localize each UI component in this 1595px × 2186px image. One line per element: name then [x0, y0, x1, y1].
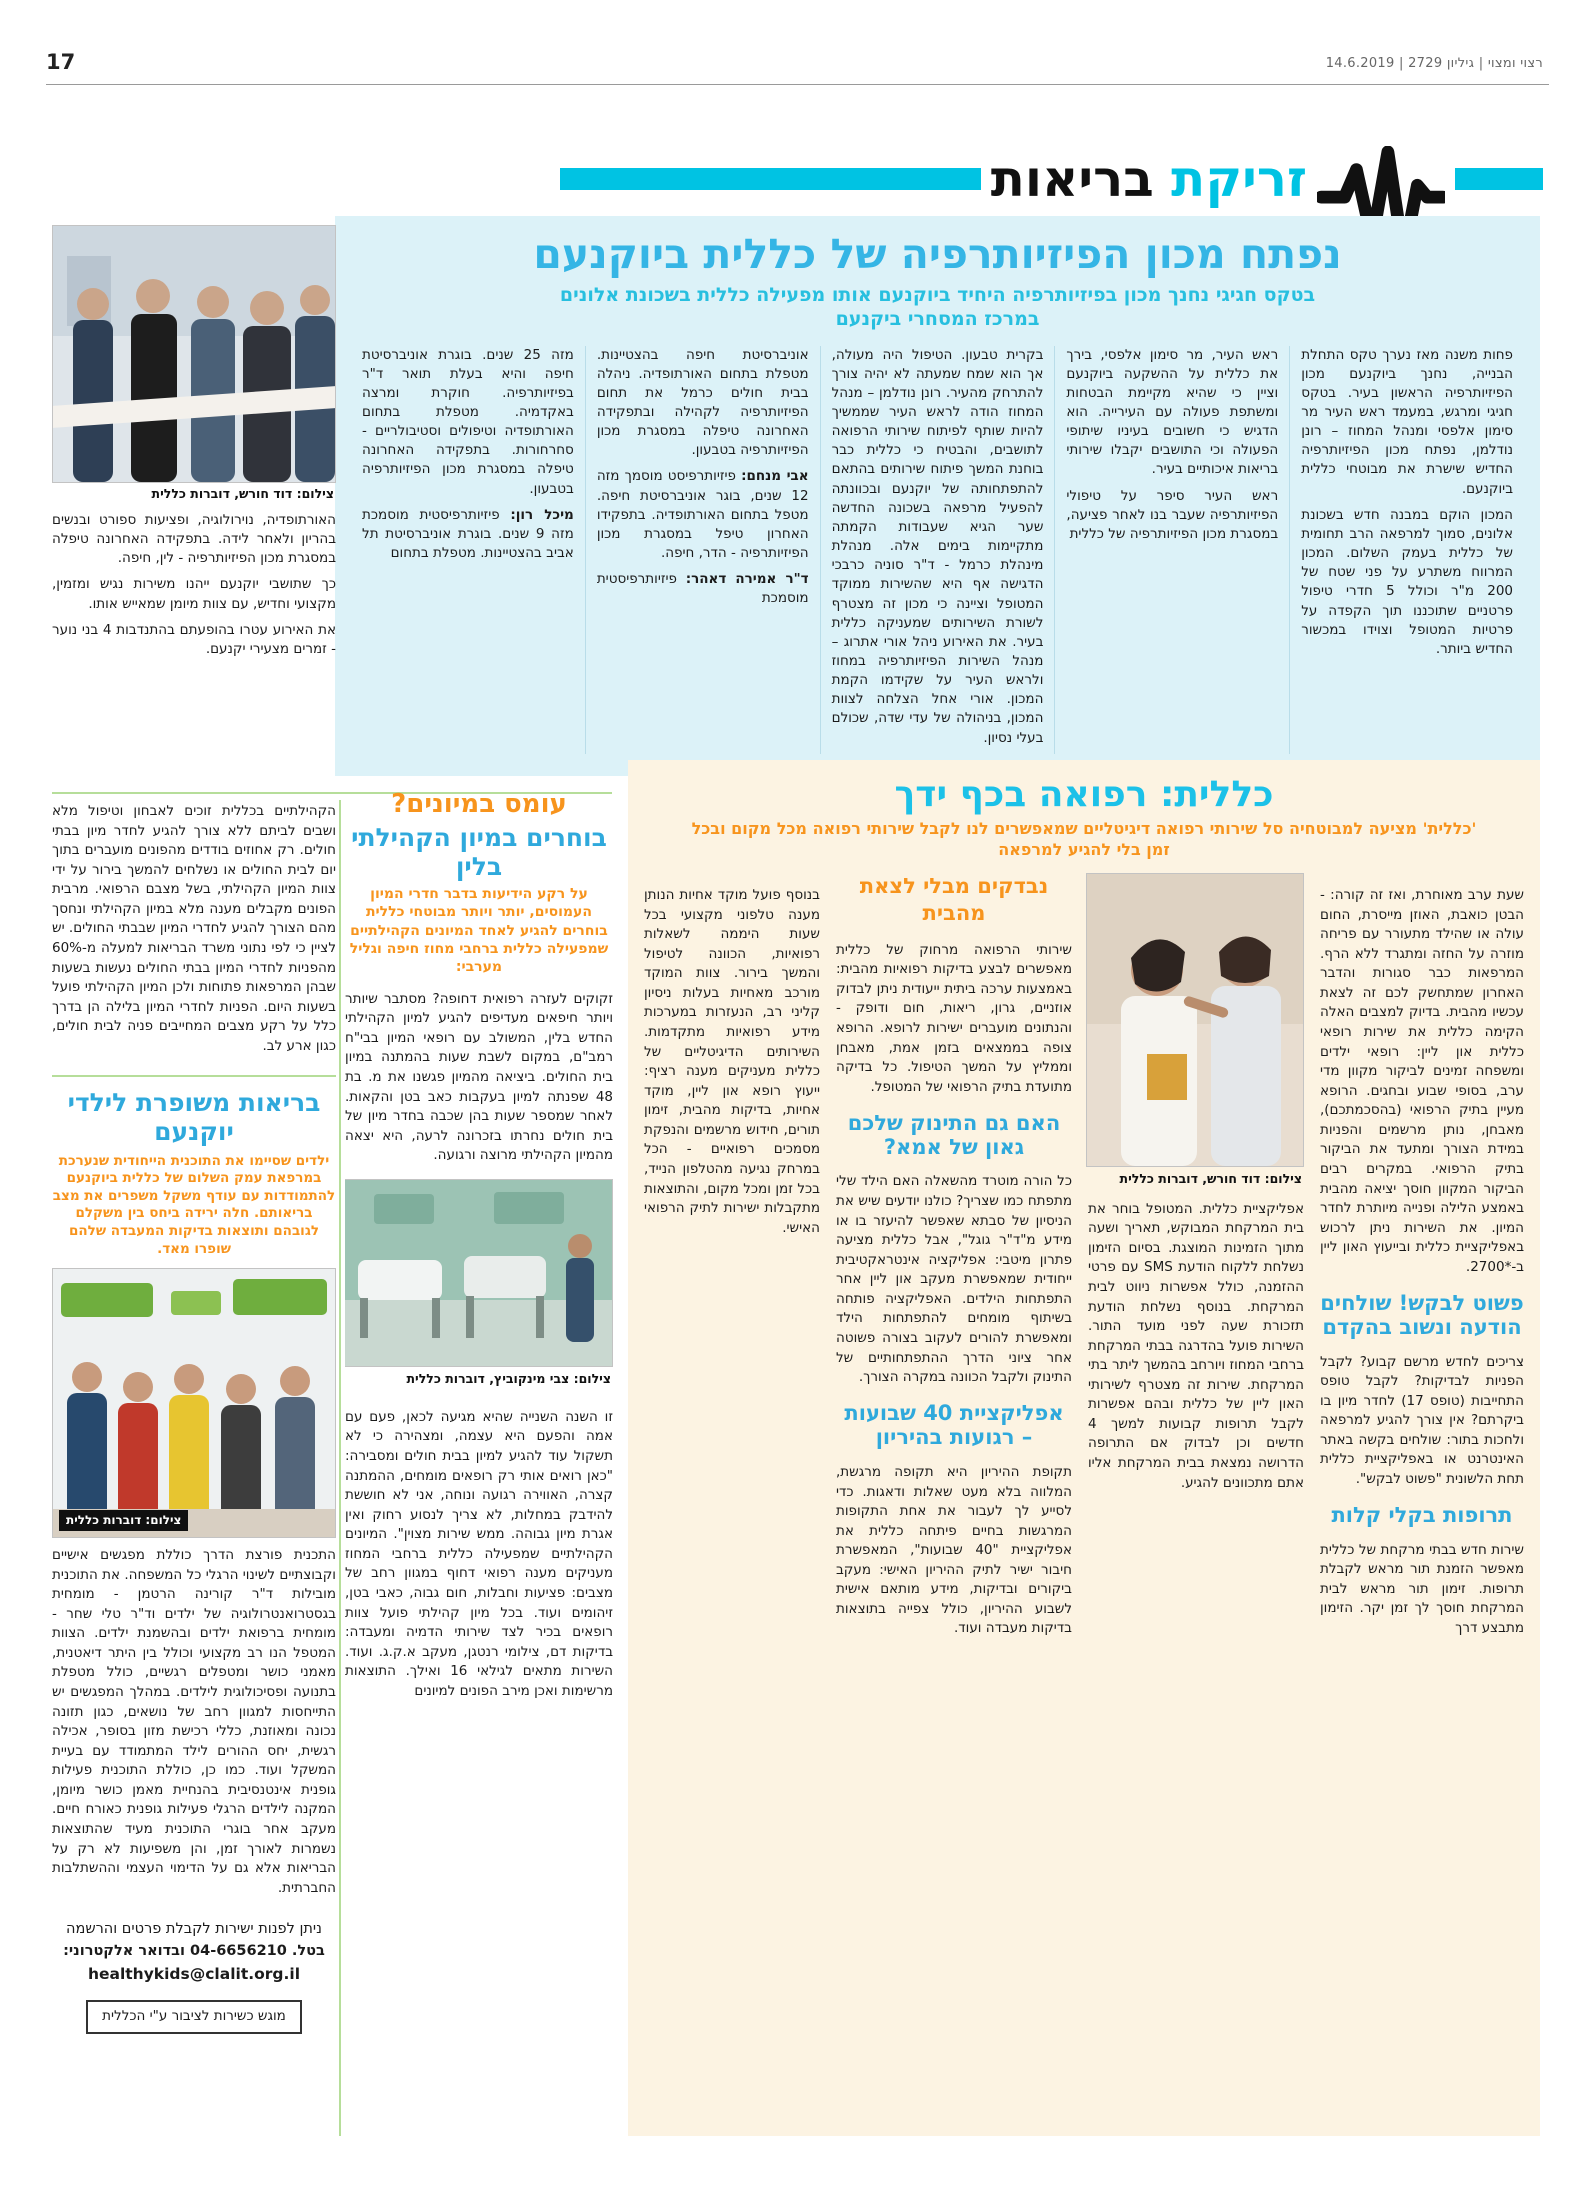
photo-column-body: אפליקציית כללית. המטופל בוחר את בית המרקחת המבוקש, תאריך ושעה מתוך הזמינות המוצגת. בסיום הזימון נשלחת ללקוח הודעת SMS עם פרטי ההזמנה, כולל אפשרות ניווט לבית המרקחת. בנוסף נשלחת הודעת תזכורת שעה לפני מועד התור. השירות פועל בהדרגה בבתי המרקחת ברחבי המחוז ויורחב בהמשך ליתר בתי המרקחת. שירות זה מצטרף לשירותי האון ליין של כללית ובהם אפשרות לקבל תרופות קבועות למשך 4 חדשים וכן לבדוק אם התרופה הדרושה נמצאת בבית המרקחת אליו אתם מתכוונים להגיע.: [1088, 1200, 1304, 1491]
banner-bar-right: [1455, 168, 1543, 190]
kids-section-heading: בריאות משופרת לילדי יוקנעם: [67, 1088, 321, 1147]
lead-headline: נפתח מכון הפיזיותרפיה של כללית ביוקנעם: [533, 230, 1342, 278]
home-services-column: [836, 873, 1072, 2098]
digital-box-columns: [644, 873, 1524, 2098]
doctor-exam-photo: [1086, 873, 1304, 1167]
section-title-accent: זריקת: [1171, 150, 1307, 208]
lead-photo-column: [52, 225, 336, 787]
baby-app-body: כל הורה מוטרד מהשאלה האם הילד שלי מתפתח כמו שצריך? כולנו יודעים שיש את הניסיון של סבתא שאפשר להיעזר בו או מידע מ"ד"ר גוגל", אבל כללית מציעה פתרון מיטבי: אפליקציה אינטראקטיבית ייחודית שמאפשרת מעקב און ליין אחר התפתחות הילדים. האפליקציה פותחה בשיתוף מומחים להתפתחות הילד ומאפשרת להורים לעקוב בצורה פשוטה אחר ציוני הדרך ההתפתחותיים של התינוק ולקבל הכוונה במקרה הצורך.: [836, 1173, 1072, 1386]
public-service-box: מוגש כשירות לציבור ע"י הכללית: [86, 2000, 302, 2034]
contact-line-2: בטל. 04-6656210 ובדואר אלקטרוני:: [63, 1942, 325, 1959]
online-doctors-column: [1320, 873, 1524, 2098]
er-body-1: זקוקים לעזרה רפואית דחופה? מסתבר שיותר ויותר חיפאים מעדיפים להגיע למיון הקהילתי החדש בלין, המשולב עם רופאי המיון בבי"ח רמב"ם, במקום לשבת שעות בהמתנה במיון בית החולים. ביציאה מהמיון פגשנו את מ. בת 48 שפנתה למיון בעקבות כאב בטן והקאות. לאחר שמספר שעות בהן שכבה בחדר מיון של בית חולים נחרתו בזכרונה לרעה, היא יצאה מהמיון הקהילתי מרוצה ורגועה.: [345, 990, 613, 1164]
paragraph-text: פיזיותרפיסט מוסמך מזה 12 שנים, בוגר אוניברסיטת חיפה. מטפל בתחום האורתופדיה. בתפקידו האחרון טיפל במסגרת מכון הפיזיותרפיה - הדר, חיפה.: [596, 468, 809, 562]
request-body: צריכים לחדש מרשם קבוע? לקבל הפניות לבדיקות? לקבל טופס התחייבות (טופס 17) לחדר מיון בו ביקרתם? אין צורך להגיע למרפאה ולחכות בתור: שולחים בקשה באתר האינטרנט או באפליקציית כללית תחת הלשונית "פשוט לבקש".: [1320, 1353, 1524, 1487]
ribbon-cutting-photo: [52, 225, 336, 483]
lead-column-6: [52, 511, 336, 659]
er-heading-blue: בוחרים במיון הקהילתי בלין: [351, 822, 607, 881]
baby-app-heading: האם גם התינוק שלכם גאון של אמא?: [847, 1110, 1061, 1159]
pregnancy-app-heading: אפליקציית 40 שבועות – רגועות בהיריון: [844, 1401, 1064, 1450]
photo-caption: צילום: דוברות כללית: [59, 1510, 188, 1531]
lead-column-4: [586, 346, 821, 754]
paragraph-lead: אבי מנחם:: [741, 468, 809, 485]
paragraph-text: פיזיותרפיסטית מוסמכת: [596, 571, 809, 607]
column-divider-vertical: [339, 800, 341, 2136]
er-heading-orange: עומס במיונים?: [391, 789, 567, 819]
section-title: [990, 150, 1307, 208]
medications-heading: תרופות בקלי קלות: [1331, 1503, 1513, 1528]
pregnancy-app-body: תקופת ההיריון היא תקופה מרגשת, המלווה בלא מעט שאלות ודאגות. כדי לסייע לך לעבור את אחת התקופות המרגשות בחיים פיתחה כללית את אפליקציית "40 שבועות", המאפשרת חיבור ישיר לתיק ההיריון האישי: מעקב ביקורים ובדיקות, מידע מותאם אישית לשבוע ההיריון, כולל צפייה בתוצאות בדיקות מעבדה ועוד.: [836, 1463, 1072, 1637]
digital-box-title: כללית: רפואה בכף ידך: [894, 774, 1274, 815]
nurses-hotline-body: בנוסף פועל מוקד אחיות הנותן מענה טלפוני מקצועי בכל שעות היממה לשאלות רפואיות, הכוונה לטיפול והמשך בירור. צוות המוקד מורכב מאחיות בעלות ניסיון קליני רב, הנעזרות במערכות מידע רפואיות מתקדמות. השירותים הדיגיטליים של כללית מעניקים מענה רציף: ייעוץ רופא און ליין, מוקד אחיות, בדיקות מהבית, זימון תורים, חידוש מרשמים והנפקת מסמכים רפואיים - הכל במרחק נגיעה מהטלפון הנייד, בכל זמן ומכל מקום, והתוצאות מתקבלות ישירות לתיק הרפואי האישי.: [644, 887, 820, 1236]
page-number: 17: [46, 50, 76, 74]
paragraph-text: את האירוע עטרו בהופעתם בהתנדבות 4 בני נוער - זמרים מצעירי יקנעם.: [52, 621, 336, 657]
photo-column: [1088, 873, 1304, 2098]
contact-email: healthykids@clalit.org.il: [87, 1964, 301, 1983]
lead-article: [335, 216, 1540, 776]
photo-caption: צילום: צבי מינקוביץ, דוברות כללית: [406, 1371, 611, 1387]
lead-column-5: [351, 346, 586, 754]
section-title-main: בריאות: [990, 150, 1154, 208]
home-tests-body: שירותי הרפואה מרחוק של כללית מאפשרים לבצע בדיקות רפואיות מהבית: באמצעות ערכה ביתית ייעודית ניתן לבדוק אוזניים, גרון, ריאות, חום ודופק - והנתונים מועברים ישירות לרופא. הרופא צופה בממצאים בזמן אמת, מאבחן וממליץ על המשך הטיפול. כל בדיקה מתועדת בתיק הרפואי של המטופל.: [836, 941, 1072, 1095]
digital-box-subhead: 'כללית' מציעה למבוטחיה סל שירותי רפואה דיגיטליים שמאפשרים לנו לקבל שירותי רפואה מכל מקום ובכל זמן בלי להגיע למרפאה: [691, 819, 1477, 859]
paragraph-text: פיזיותרפיסטית מוסמכת מזה 9 שנים. בוגרת אוניברסיטת תל אביב בהצטיינות. מטפלת בתחום: [362, 506, 574, 562]
photo-caption: צילום: דוד חורש, דוברות כללית: [151, 486, 334, 501]
paragraph-text: האורתופדיה, נוירולוגיה, ופציעות ספורט ובנשים בהריון ולאחר לידה. בתפקידה האחרונה טיפלה במסגרת מכון הפיזיותרפיה - לין, חיפה.: [52, 512, 336, 567]
left-rail: [52, 802, 336, 2138]
paragraph-text: המכון הוקם במבנה חדש בשכונת אלונים, סמוך למרפאה הרב תחומית של כללית בעמק השלום. המכון המרווח משתרע על פני שטח של 200 מ"ר וכולל 5 חדרי טיפול פרטניים שתוכננו תוך הקפדה על פרטיות המטופל וצוידו במכשור החדיש ביותר.: [1301, 506, 1514, 657]
lead-article-columns: [335, 342, 1540, 754]
lead-column-2: [1055, 346, 1290, 754]
header-divider: [46, 84, 1549, 85]
paragraph-text: כך שתושבי יוקנעם ייהנו משירות נגיש ומזמין, מקצועי וחדיש, עם צוות מיומן שמאייש אותו.: [52, 576, 336, 612]
lead-subhead: בטקס חגיגי נחנך מכון בפיזיותרפיה היחיד ביוקנעם אותו מפעילה כללית בשכונת אלונים במרכז המסחרי ביקנעם: [559, 284, 1316, 330]
online-doctors-body: שעת ערב מאוחרת, ואז זה קורה: - הבטן כואבת, האוזן מייסרת, החום עולה או שהילד מתעורר עם פריחה מוזרה על החזה ומתגרד ללא הרף. המרפאות כבר סגורות והדבר האחרון שמתחשק לכם זה לצאת עכשיו מהבית. בדיוק למצבים האלה הקימה כללית את שירות רופאי כללית און ליין: רופאי ילדים ומשפחה זמינים לביקור מקוון מדי ערב, בסופי שבוע ובחגים. הרופא מעיין בתיק הרפואי (בהסכמתכם), מאבחן, נותן מרשמים והפניות במידת הצורך ומתעד את הביקור בתיק הרפואי. במקרים רבים הביקור המקוון חוסך יציאה מהבית באמצע הלילה ופנייה מיותרת לחדר המיון. את השירות ניתן לרכוש באפליקציית כללית ובייעוץ האון ליין ב-*2700.: [1320, 887, 1524, 1275]
paragraph-text: ראש העיר סיפר על טיפולי הפיזיותרפיה שעבר בנו לאחר פציעה, במסגרת מכון הפיזיותרפיה של כללית: [1066, 487, 1279, 542]
home-tests-heading: נבדקים מבלי לצאת מהבית: [859, 873, 1049, 925]
clinic-group-photo: [52, 1268, 336, 1538]
masthead-line: רצוי ומצוי | גיליון 2729 | 14.6.2019: [1325, 56, 1543, 71]
paragraph-text: מזה 25 שנים. בוגרת אוניברסיטת חיפה והיא בעלת תואר ד"ר בפיזיותרפיה. חוקרת ומרצה באקדמיה. מטפלת בתחום האורתופדיה וטיפולים וסטיבולריים - סחרחורות. בתפקידה האחרונה טיפלה במסגרת מכון הפיזיותרפיה בטבעון.: [362, 346, 574, 497]
er-body-2: זו השנה השנייה שהיא מגיעה לכאן, פעם עם אמה והפעם היא עצמה, ומצהירה כי לא תשקול עוד להגיע למיון בבית חולים ומסבירה: "כאן רואים אותי רק רופאים מומחים, ההמתנה קצרה, האווירה רגועה ונוחה, אני לא חוששת להידבק במחלות, לא צריך לנסוע רחוק ואין אגרת מיון גבוהה. ממש שירות מצוין". המיונים הקהילתיים שמפעילה כללית ברחבי המחוז מעניקים מענה רפואי דחוף במגוון רחב של מצבים: פציעות וחבלות, חום גבוה, כאבי בטן, זיהומים ועוד. בכל מיון קהילתי פועל צוות רופאים בכיר לצד שירותי הדמיה ומעבדה: בדיקות דם, צילומי רנטגן, מעקב א.ק.ג. ועוד. השירות מתאים לגילאי 16 ואילך. התוצאות מרשימות ואכן מירב הפונים למיונים: [345, 1408, 613, 1699]
digital-services-box: [628, 760, 1540, 2136]
medications-body: שירות חדש בבתי מרקחת של כללית מאפשר הזמנת תור מראש לקבלת תרופות. זימון תור מראש לבית המרקחת חוסך לך זמן יקר. הזימון מתבצע דרך: [1320, 1541, 1524, 1636]
community-er-column: [345, 788, 613, 2136]
er-subhead: על רקע הידיעות בדבר חדרי המיון העמוסים, יותר ויותר מבוטחי כללית בוחרים להגיע לאחד המיונים הקהילתיים שמפעילה כללית ברחבי מחוז חיפה וגליל מערבי:: [349, 886, 609, 976]
hospital-ward-photo: [345, 1179, 613, 1367]
kids-section-subhead: ילדים שסיימו את התוכנית הייחודית שנערכת במרפאת עמק השלום של כללית ביוקנעם להתמודדות עם עודף משקל משפרים את מצב בריאותם. חלה ירידה ביחס בין משקלם לגובהם ותוצאות בדיקות המעבדה שלהם שופרו מאד.: [52, 1152, 336, 1257]
paragraph-text: אוניברסיטת חיפה בהצטיינות. מטפלת בתחום האורתופדיה. ניהלה בבית חולים כרמל את תחום הפיזיותרפיה לקהילה ובתפקידה האחרונה טיפלה במסגרת מכון הפיזיותרפיה בטבעון.: [596, 346, 809, 459]
banner-bar-left: [560, 168, 981, 190]
kids-section-divider: [52, 1075, 336, 1077]
nurses-hotline-column: [644, 873, 820, 2098]
paragraph-text: פחות משנה מאז נערך טקס התחלת הבנייה, נחנך ביוקנעם מכון הפיזיותרפיה הראשון בעיר. בטקס חגיגי ומרגש, במעמד ראש העיר מר סימון אלפסי ומנהל המחוז – רונן נודלמן, נפתח מכון הפיזיותרפיה החדיש שישרת את מבוטחי כללית ביוקנעם.: [1301, 346, 1513, 497]
paragraph-text: ראש העיר, מר סימון אלפסי, בירך את כללית על ההשקעה ביוקנעם וציין כי שהיא מקיימת הבטחות ומשתפת פעולה עם העירייה. הוא הדגיש כי חשובים בעיניו שיתופי הפעולה וכי התושבים יקבלו שירותי בריאות איכותיים בעיר.: [1066, 346, 1279, 478]
lead-column-3: [821, 346, 1056, 754]
request-heading: פשוט לבקש! שולחים הודעה ונשוב בהקדם: [1320, 1290, 1524, 1339]
photo-caption: צילום: דוד חורש, דוברות כללית: [1119, 1170, 1302, 1186]
kids-section-body: התכנית פורצת הדרך כוללת מפגשים אישיים וקבוצתיים לשינוי הרגלי כל המשפחה. את התוכנית מובילות ד"ר קורינה הרטמן - מומחית בגסטרואנטרולוגיה של ילדים וד"ר טלי שחר - מומחית ברפואת ילדים ובהשמנת ילדים. הצוות המטפל הנו רב מקצועי וכולל בין היתר דיאטנית, מאמני כושר ומטפלים רגשיים, כולל מטפלת בתנועה ופסיכולוגית לילדים. במהלך המפגשים יש התייחסות למגוון רחב של נושאים, כגון תזונה נכונה ומאוזנת, כללי רכישת מזון בסופר, אכילה רגשית, יחס ההורים לילד המתמודד עם בעיית המשקל ועוד. כמו כן, כוללת התוכנית פעילות גופנית אינטנסיבית בהנחיית מאמן כושר מיומן, המקנה לילדים הרגלי פעילות גופנית כאורח חיים. מעקב אחר בוגרי התוכנית מעיד שהתוצאות נשמרות לאורך זמן, והן משפיעות לא רק על הבריאות אלא גם על הדימוי העצמי וההשתלבות החברתית.: [52, 1547, 336, 1896]
er-continuation-text: הקהילתיים בכללית זוכים לאבחון וטיפול מלא ושבים לביתם ללא צורך להגיע לחדר מיון בבתי חולים. רק אחוזים בודדים מהפונים מועברים בתוך יום לבית החולים או נשלחים להמשך בירור על ידי צוות המיון הקהילתי, בשל מצבם הרפואי. מרבית הפונים מקבלים מענה מלא במיון הקהילתי ונחסך מהם הצורך להגיע לחדרי המיון שבבתי החולים. יש לציין כי לפי נתוני משרד הבריאות למעלה מ-60% מהפניות לחדרי המיון בבתי החולים נעשות בשעות שבהן המרפאות פתוחות ולכן המיון הקהילתי פועל בשעות היום. הפניות לחדרי המיון בלילה הן בדרך כלל על רקע מצבים המחייבים פניה לבית חולים, כגון ארע לב.: [52, 803, 336, 1054]
contact-line-1: ניתן לפנות ישירות לקבלת פרטים והרשמה: [66, 1921, 322, 1938]
contact-block: [52, 1919, 336, 1986]
paragraph-lead: מיכל רון:: [510, 506, 574, 523]
paragraph-text: בקרית טבעון. הטיפול היה מעולה, אך הוא שמח שמעתה לא יהיה צורך להתרחק מהעיר. רונן נודלמן – מנהל המחוז הודה לראש העיר שממשיך להיות שותף לפיתוח שירותי הרפואה לתושבים, והבטיח כי כללית כבר בוחנת המשך פיתוח שירותים בהתאם להתפתחותה של יוקנעם ובכוונתה להפעיל מרפאה בשכונה החדשה שער הגיא שעבודות הקמתה מתקיימות בימים אלה. מנהלת מינהלת כרמל - ד"ר סוניה כרבכי הדגישה אף היא שהשירות ממוקד המטופל וציינה כי מכון זה מצטרף לשורת השירותים שמעניקה כללית בעיר. את האירוע ניהל אורי אתרוג – מנהל השירות הפיזיותרפיה במחוז ולראש העיר על שקידמו הקמת המכון. אורי אחל הצלחה לצוות המכון, בניהולה של עדי שדה, שכולם בעלי נסיון.: [831, 346, 1044, 746]
paragraph-lead: ד"ר אמירה דאהר:: [685, 571, 809, 588]
lead-column-1: [1290, 346, 1524, 754]
section-banner: [560, 142, 1543, 216]
